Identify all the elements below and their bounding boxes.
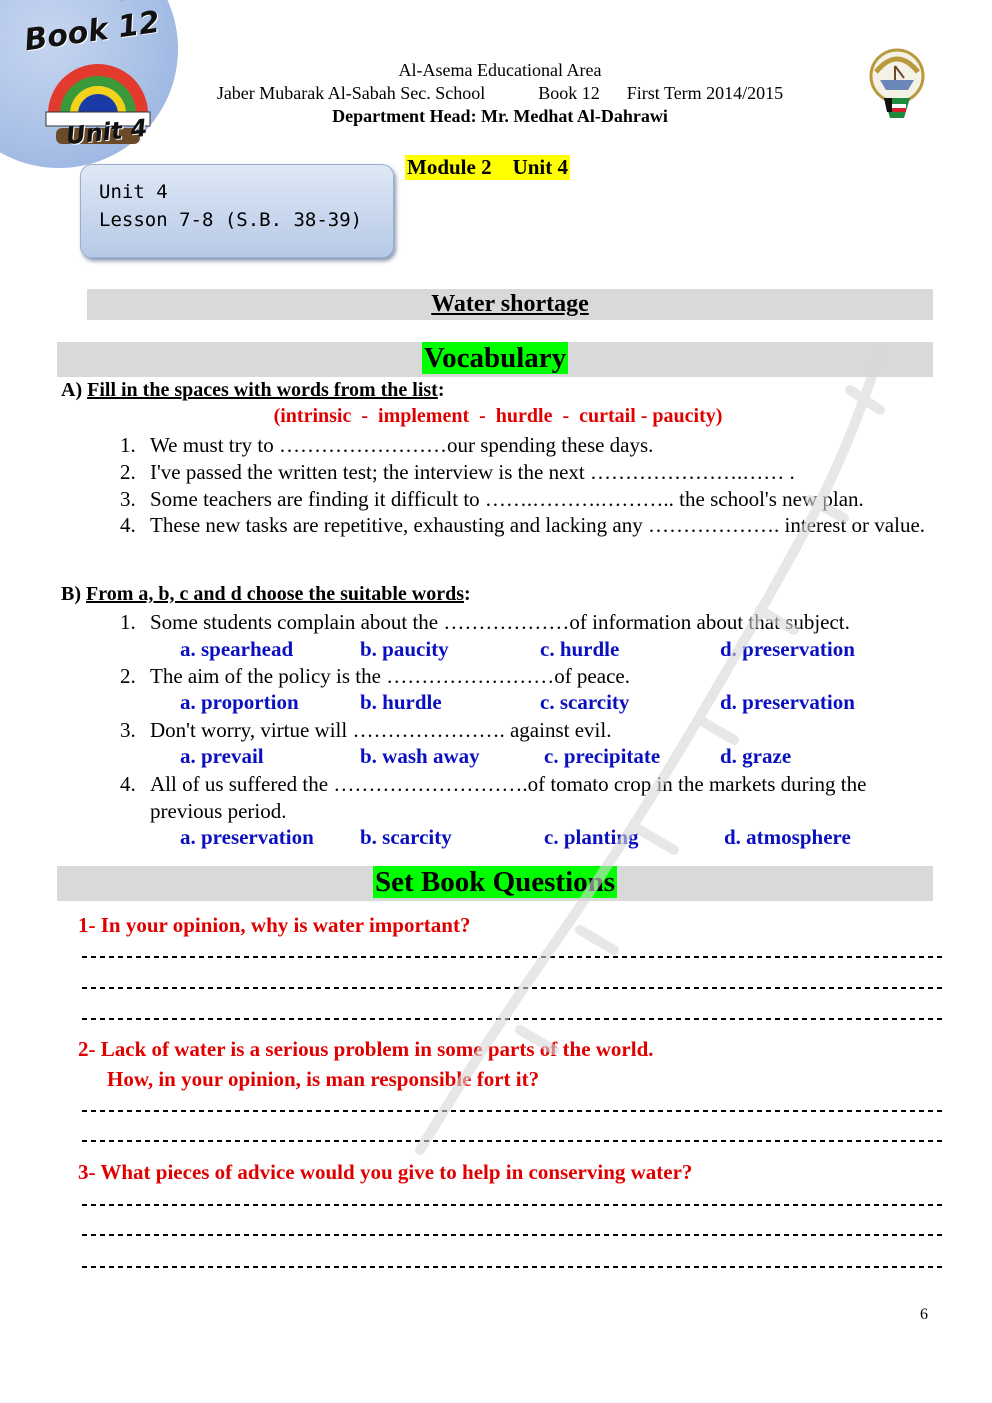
option-a: a. preservation bbox=[180, 825, 314, 849]
word-list: (intrinsic - implement - hurdle - curtail - paucity) bbox=[273, 405, 723, 427]
section-a-prefix: A) bbox=[61, 379, 83, 401]
option-d: d. atmosphere bbox=[724, 825, 851, 849]
kuwait-emblem bbox=[862, 42, 932, 122]
set-book-question-2-line2: How, in your opinion, is man responsible fort it? bbox=[107, 1067, 540, 1091]
lesson-number: Lesson 7-8 (S.B. 38-39) bbox=[99, 209, 363, 231]
option-c: c. planting bbox=[544, 825, 639, 849]
section-a-colon: : bbox=[437, 379, 445, 401]
answer-line[interactable] bbox=[82, 1234, 944, 1236]
corner-line bbox=[120, 0, 465, 2]
item-text: Some students complain about the ………………of information about that subject. bbox=[150, 610, 850, 634]
option-a: a. proportion bbox=[180, 690, 299, 714]
option-c: c. scarcity bbox=[540, 690, 630, 714]
module-label: Module 2 Unit 4 bbox=[407, 155, 569, 179]
header-term: First Term 2014/2015 bbox=[626, 83, 784, 103]
option-b: b. hurdle bbox=[360, 690, 442, 714]
option-a: a. spearhead bbox=[180, 637, 294, 661]
option-c: c. hurdle bbox=[540, 637, 620, 661]
option-b: b. wash away bbox=[360, 744, 480, 768]
vocabulary-heading: Vocabulary bbox=[423, 342, 567, 374]
item-text: The aim of the policy is the ……………………of peace. bbox=[150, 664, 630, 688]
header-department-head: Department Head: Mr. Medhat Al-Dahrawi bbox=[332, 106, 668, 126]
header-school: Jaber Mubarak Al-Sabah Sec. School bbox=[216, 83, 486, 103]
section-b-prefix: B) bbox=[61, 583, 81, 605]
item-text: Some teachers are finding it difficult to …….……….……….. the school's new plan. bbox=[150, 487, 864, 511]
header-area: Al-Asema Educational Area bbox=[398, 60, 602, 80]
item-text: I've passed the written test; the interview is the next ………………….…… . bbox=[150, 460, 795, 484]
option-d: d. preservation bbox=[720, 690, 855, 714]
set-book-question-1: 1- In your opinion, why is water important? bbox=[78, 913, 471, 937]
set-book-heading: Set Book Questions bbox=[374, 866, 616, 898]
header-school-line bbox=[180, 82, 820, 105]
section-b-colon: : bbox=[464, 583, 471, 605]
topic-bar bbox=[87, 289, 933, 320]
option-c: c. precipitate bbox=[544, 744, 661, 768]
item-number: 1. bbox=[120, 610, 136, 634]
unit-label: Unit 4 bbox=[64, 113, 149, 151]
item-number: 1. bbox=[120, 433, 136, 457]
item-text: These new tasks are repetitive, exhausting and lacking any ………………. interest or value. bbox=[150, 513, 926, 537]
watermark bbox=[380, 330, 940, 1210]
set-book-question-3: 3- What pieces of advice would you give to help in conserving water? bbox=[78, 1160, 693, 1184]
section-a-title: Fill in the spaces with words from the list bbox=[87, 379, 438, 401]
option-a: a. prevail bbox=[180, 744, 264, 768]
book-label: Book 12 bbox=[22, 4, 163, 59]
item-number: 4. bbox=[120, 513, 136, 537]
item-number: 2. bbox=[120, 664, 136, 688]
section-b-title: From a, b, c and d choose the suitable words bbox=[86, 583, 464, 605]
option-b: b. scarcity bbox=[360, 825, 452, 849]
item-number: 3. bbox=[120, 718, 136, 742]
header-book: Book 12 bbox=[538, 83, 600, 103]
set-book-question-2: 2- Lack of water is a serious problem in some parts of the world. bbox=[78, 1037, 654, 1061]
item-text: Don't worry, virtue will …………………. against evil. bbox=[150, 718, 612, 742]
lesson-box bbox=[80, 164, 394, 258]
item-number: 3. bbox=[120, 487, 136, 511]
option-b: b. paucity bbox=[360, 637, 449, 661]
option-d: d. preservation bbox=[720, 637, 855, 661]
item-text: We must try to ……………………our spending these days. bbox=[150, 433, 654, 457]
page-number: 6 bbox=[920, 1306, 928, 1323]
option-d: d. graze bbox=[720, 744, 792, 768]
topic-title: Water shortage bbox=[431, 291, 589, 317]
item-number: 4. bbox=[120, 772, 136, 796]
item-text: All of us suffered the ……………………….of tomato crop in the markets during the previous period. bbox=[150, 772, 867, 823]
answer-line[interactable] bbox=[82, 1266, 944, 1268]
item-number: 2. bbox=[120, 460, 136, 484]
lesson-unit: Unit 4 bbox=[99, 181, 168, 203]
